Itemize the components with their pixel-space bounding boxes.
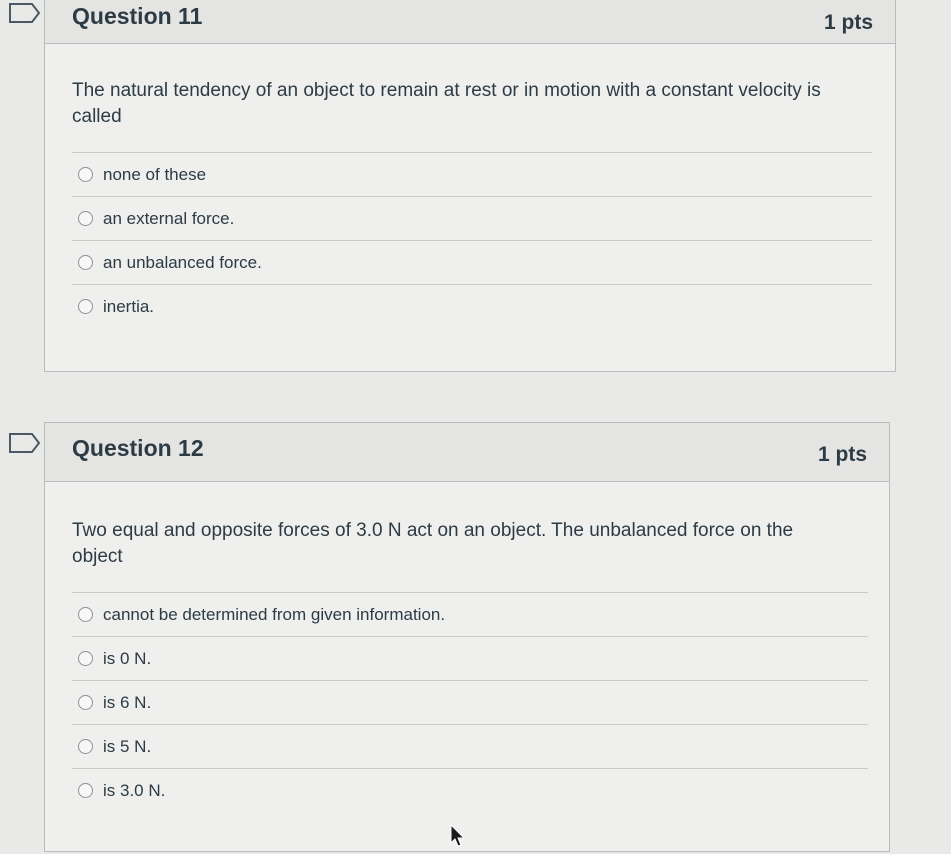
question-11-points: 1 pts	[823, 11, 873, 34]
answer-option[interactable]	[72, 637, 868, 681]
answer-label: an external force.	[103, 208, 235, 228]
question-12-points: 1 pts	[817, 443, 867, 466]
question-12-title: Question 12	[72, 435, 204, 461]
answer-label: cannot be determined from given information.	[103, 604, 446, 624]
question-12-header	[45, 423, 889, 482]
question-12-card	[44, 422, 890, 852]
question-11-answers	[72, 152, 872, 328]
answer-label: an unbalanced force.	[103, 252, 262, 272]
answer-label: none of these	[103, 164, 207, 184]
answer-label: is 6 N.	[103, 692, 152, 712]
flag-question-12-icon[interactable]	[8, 432, 42, 454]
radio-button-icon[interactable]	[78, 211, 93, 226]
question-11-card	[44, 0, 896, 372]
radio-button-icon[interactable]	[78, 783, 93, 798]
answer-option[interactable]	[72, 197, 872, 241]
answer-option[interactable]	[72, 681, 868, 725]
radio-button-icon[interactable]	[78, 607, 93, 622]
question-11-header	[45, 0, 895, 44]
radio-button-icon[interactable]	[78, 695, 93, 710]
answer-option[interactable]	[72, 769, 868, 812]
answer-option[interactable]	[72, 593, 868, 637]
answer-option[interactable]	[72, 241, 872, 285]
question-12-body	[45, 482, 889, 812]
answer-label: is 0 N.	[103, 648, 152, 668]
radio-button-icon[interactable]	[78, 255, 93, 270]
radio-button-icon[interactable]	[78, 739, 93, 754]
question-11-body	[45, 44, 895, 328]
question-12-answers	[72, 592, 868, 812]
question-12-text: Two equal and opposite forces of 3.0 N act on an object. The unbalanced force on the object	[72, 520, 794, 567]
answer-option[interactable]	[72, 285, 872, 328]
answer-option[interactable]	[72, 725, 868, 769]
question-11-title: Question 11	[72, 3, 203, 29]
mouse-pointer-icon	[449, 824, 467, 848]
answer-option[interactable]	[72, 153, 872, 197]
radio-button-icon[interactable]	[78, 651, 93, 666]
question-11-text: The natural tendency of an object to remain at rest or in motion with a constant velocity is called	[72, 80, 821, 127]
answer-label: is 5 N.	[103, 736, 152, 756]
radio-button-icon[interactable]	[78, 167, 93, 182]
flag-question-11-icon[interactable]	[8, 2, 42, 24]
answer-label: is 3.0 N.	[103, 780, 166, 800]
answer-label: inertia.	[103, 296, 155, 316]
radio-button-icon[interactable]	[78, 299, 93, 314]
